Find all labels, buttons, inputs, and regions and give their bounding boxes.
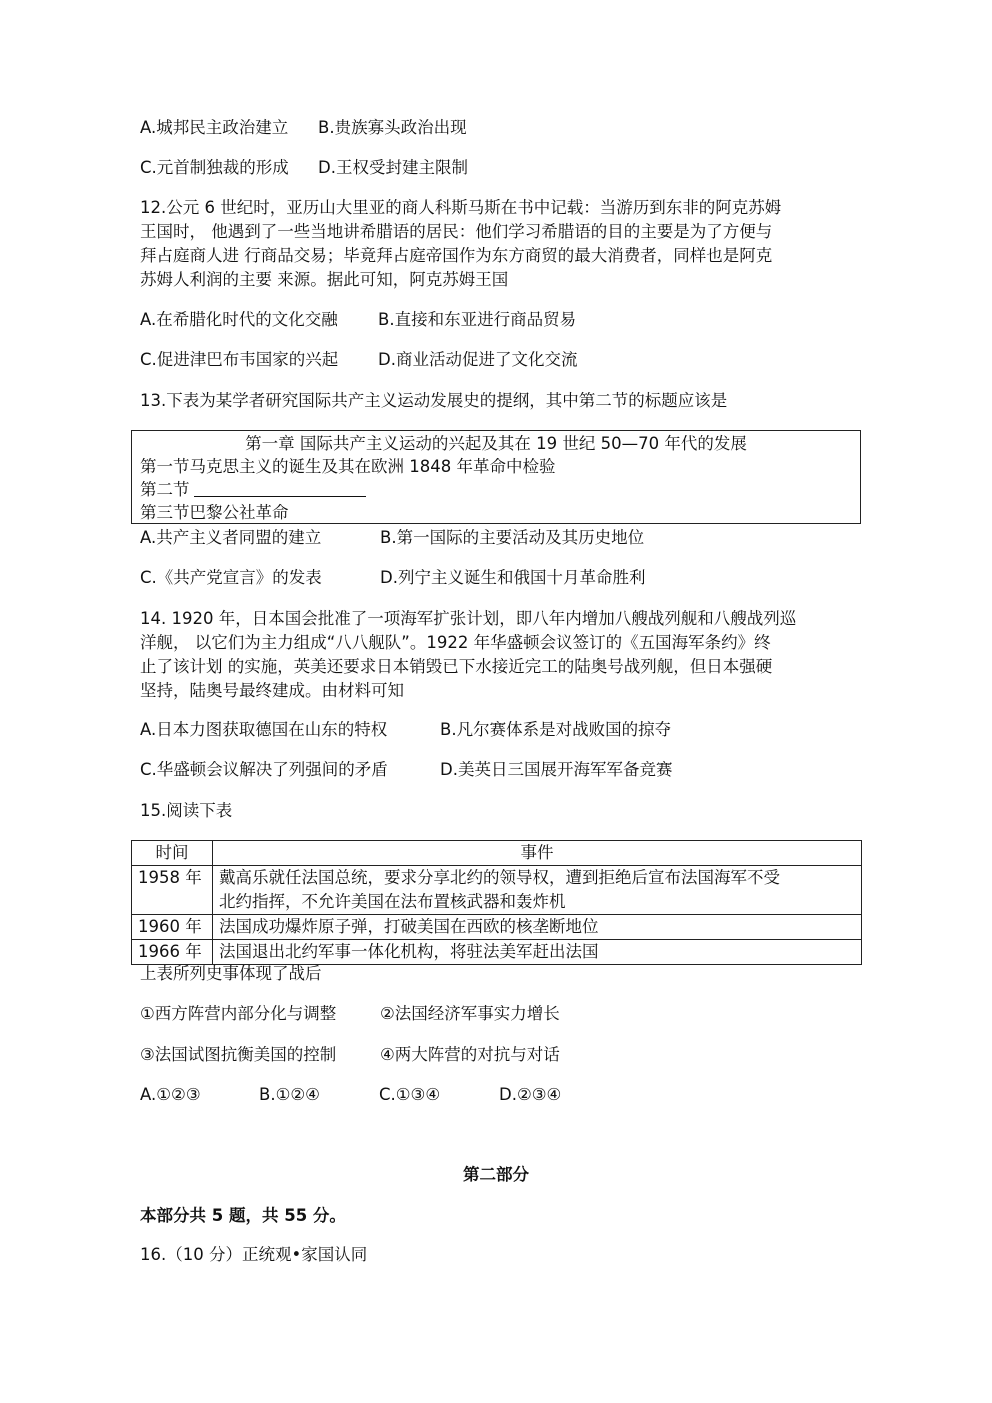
row-event-line-1: 戴高乐就任法国总统，要求分享北约的领导权，遭到拒绝后宣布法国海军不受 xyxy=(219,868,780,887)
part-two-title: 第二部分 xyxy=(463,1165,529,1184)
part-two-intro: 本部分共 5 题，共 55 分。 xyxy=(140,1206,346,1225)
q12-option-b: B.直接和东亚进行商品贸易 xyxy=(378,310,577,329)
q15-item-4: ④两大阵营的对抗与对话 xyxy=(380,1045,560,1064)
q14-option-a: A.日本力图获取德国在山东的特权 xyxy=(140,720,388,739)
q11-option-b: B.贵族寡头政治出现 xyxy=(318,118,467,137)
header-time: 时间 xyxy=(132,841,213,866)
q14-stem-line-4: 坚持，陆奥号最终建成。由材料可知 xyxy=(140,681,404,700)
q14-option-c: C.华盛顿会议解决了列强间的矛盾 xyxy=(140,760,388,779)
outline-section-2 xyxy=(140,479,366,501)
table-row xyxy=(132,866,862,915)
outline-chapter: 第一章 国际共产主义运动的兴起及其在 19 世纪 50—70 年代的发展 xyxy=(245,434,747,453)
q14-stem-line-1: 14. 1920 年，日本国会批准了一项海军扩张计划，即八年内增加八艘战列舰和八艘战列巡 xyxy=(140,609,797,628)
outline-section-1: 第一节马克思主义的诞生及其在欧洲 1848 年革命中检验 xyxy=(140,457,556,476)
q15-item-2: ②法国经济军事实力增长 xyxy=(380,1004,560,1023)
q13-option-a: A.共产主义者同盟的建立 xyxy=(140,528,322,547)
q15-option-c: C.①③④ xyxy=(379,1085,441,1104)
q12-option-a: A.在希腊化时代的文化交融 xyxy=(140,310,338,329)
row-event-line-2: 北约指挥，不允许美国在法布置核武器和轰炸机 xyxy=(219,892,566,911)
table-row xyxy=(132,940,862,965)
q14-stem-line-2: 洋舰， 以它们为主力组成“八八舰队”。1922 年华盛顿会议签订的《五国海军条约》终 xyxy=(140,633,771,652)
q12-option-d: D.商业活动促进了文化交流 xyxy=(378,350,578,369)
row-year: 1960 年 xyxy=(132,915,213,940)
q15-option-d: D.②③④ xyxy=(499,1085,562,1104)
q14-option-d: D.美英日三国展开海军军备竞赛 xyxy=(440,760,673,779)
q14-option-b: B.凡尔赛体系是对战败国的掠夺 xyxy=(440,720,672,739)
q14-stem-line-3: 止了该计划 的实施，英美还要求日本销毁已下水接近完工的陆奥号战列舰，但日本强硬 xyxy=(140,657,773,676)
q16-stem: 16.（10 分）正统观•家国认同 xyxy=(140,1245,368,1264)
q13-option-c: C.《共产党宣言》的发表 xyxy=(140,568,322,587)
row-event: 法国成功爆炸原子弹，打破美国在西欧的核垄断地位 xyxy=(213,915,862,940)
q13-stem: 13.下表为某学者研究国际共产主义运动发展史的提纲，其中第二节的标题应该是 xyxy=(140,391,728,410)
row-event: 法国退出北约军事一体化机构，将驻法美军赶出法国 xyxy=(213,940,862,965)
row-event xyxy=(213,866,862,915)
q13-outline-box xyxy=(131,430,861,524)
row-year: 1966 年 xyxy=(132,940,213,965)
q12-stem-line-1: 12.公元 6 世纪时，亚历山大里亚的商人科斯马斯在书中记载：当游历到东非的阿克苏姆 xyxy=(140,198,782,217)
q13-option-b: B.第一国际的主要活动及其历史地位 xyxy=(380,528,645,547)
row-year: 1958 年 xyxy=(132,866,213,915)
q15-after-table: 上表所列史事体现了战后 xyxy=(140,964,322,983)
q11-option-d: D.王权受封建主限制 xyxy=(318,158,468,177)
header-event: 事件 xyxy=(213,841,862,866)
q13-option-d: D.列宁主义诞生和俄国十月革命胜利 xyxy=(380,568,646,587)
q15-option-b: B.①②④ xyxy=(259,1085,320,1104)
q11-option-a: A.城邦民主政治建立 xyxy=(140,118,289,137)
q12-option-c: C.促进津巴布韦国家的兴起 xyxy=(140,350,339,369)
outline-section-3: 第三节巴黎公社革命 xyxy=(140,503,289,522)
q15-option-a: A.①②③ xyxy=(140,1085,201,1104)
q11-option-c: C.元首制独裁的形成 xyxy=(140,158,289,177)
table-row xyxy=(132,915,862,940)
q12-stem-line-3: 拜占庭商人进 行商品交易；毕竟拜占庭帝国作为东方商贸的最大消费者，同样也是阿克 xyxy=(140,246,773,265)
outline-section-2-label: 第二节 xyxy=(140,480,190,499)
q15-stem: 15.阅读下表 xyxy=(140,801,233,820)
answer-blank xyxy=(194,480,366,497)
q12-stem-line-2: 王国时， 他遇到了一些当地讲希腊语的居民：他们学习希腊语的目的主要是为了方便与 xyxy=(140,222,773,241)
q15-item-1: ①西方阵营内部分化与调整 xyxy=(140,1004,337,1023)
q12-stem-line-4: 苏姆人利润的主要 来源。据此可知，阿克苏姆王国 xyxy=(140,270,509,289)
table-header-row xyxy=(132,841,862,866)
q15-events-table xyxy=(131,840,862,965)
q15-item-3: ③法国试图抗衡美国的控制 xyxy=(140,1045,337,1064)
